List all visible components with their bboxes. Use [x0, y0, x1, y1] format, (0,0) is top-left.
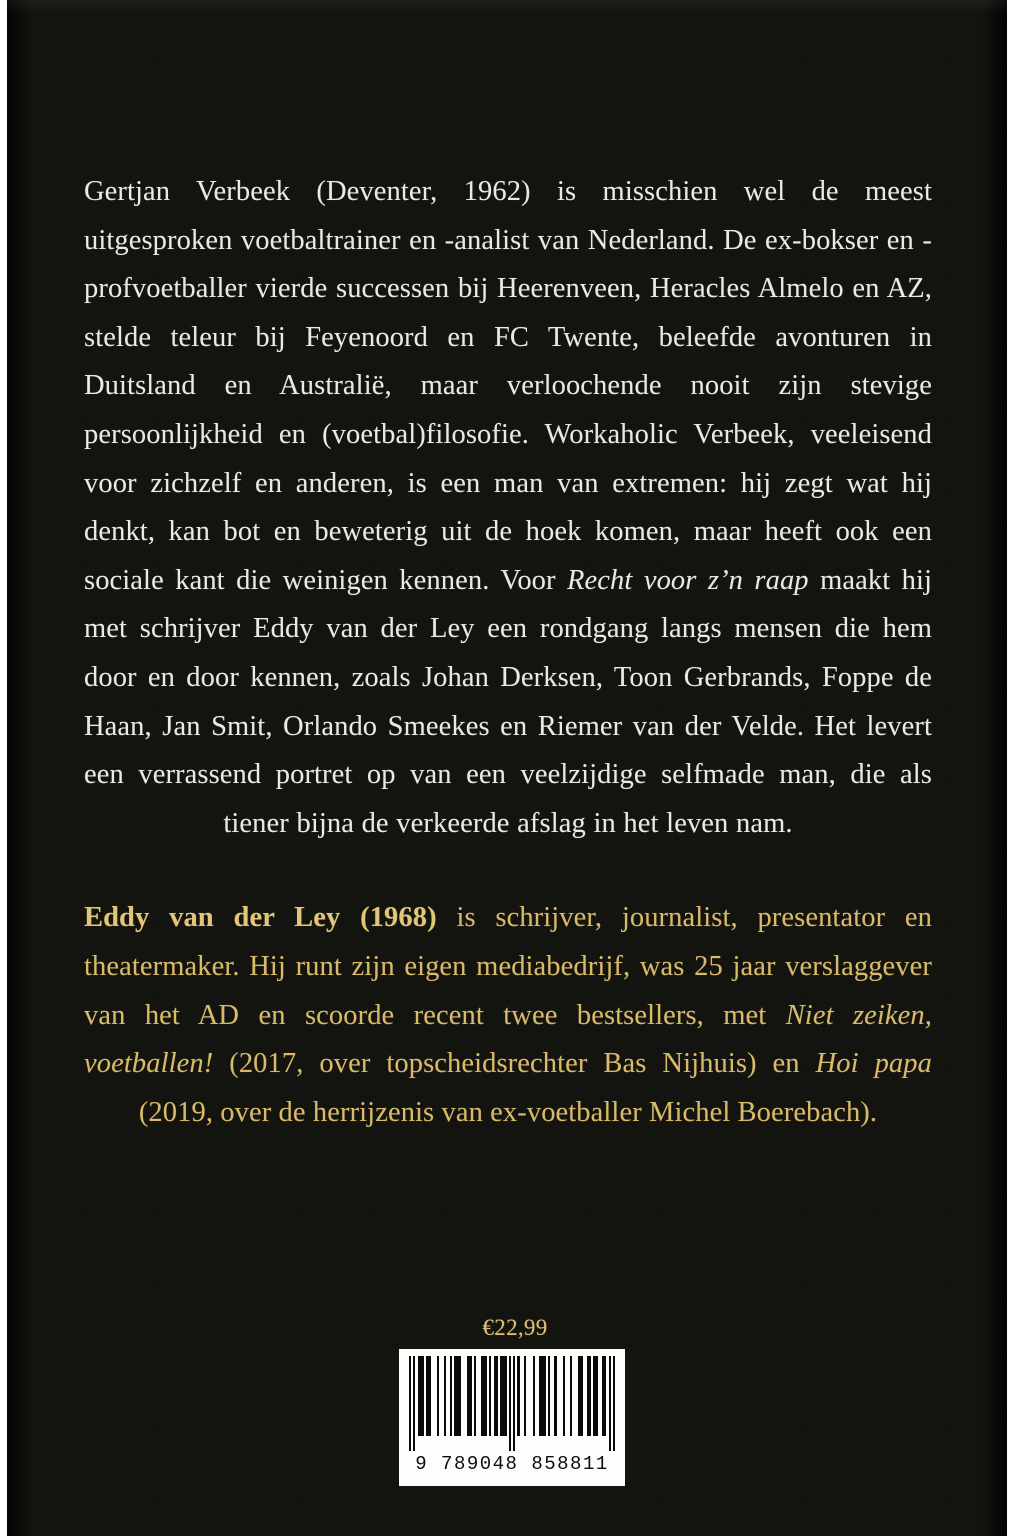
author-bio-part-2: (2017, over topscheidsrechter Bas Nijhuis) en: [213, 1048, 816, 1080]
blurb-text-part-1: Gertjan Verbeek (Deventer, 1962) is misschien wel de meest uitgesproken voetbaltrainer en -analist van Nederland. De ex-bokser en -profvoetballer vierde successen bij Heerenveen, Heracles Almelo en AZ, stelde teleur bij Feyenoord en FC Twente, beleefde avonturen in Duitsland en Australië, maar verloochende nooit zijn stevige persoonlijkheid en (voetbal)filosofie. Workaholic Verbeek, veeleisend voor zichzelf en anderen, is een man van extremen: hij zegt wat hij denkt, kan bot en beweterig uit de hoek komen, maar heeft ook een sociale kant die weinigen kennen. Voor: [84, 176, 932, 596]
author-name-bold: Eddy van der Ley (1968): [84, 902, 437, 934]
barcode-bars: [409, 1356, 615, 1451]
page-edge-left-shadow: [7, 0, 33, 1536]
back-cover-text-column: [84, 168, 932, 1137]
blurb-text-part-2: maakt hij met schrijver Eddy van der Ley een rondgang langs mensen die hem door en door kennen, zoals Johan Derksen, Toon Gerbrands, Foppe de Haan, Jan Smit, Orlando Smeekes en Riemer van der Velde. Het levert een verrassend portret op van een veelzijdige selfmade man, die als tiener bijna de verkeerde afslag in het leven nam.: [84, 564, 933, 839]
price-and-barcode-block: [0, 1316, 1024, 1486]
blurb-book-title-italic: Recht voor z’n raap: [567, 564, 809, 596]
ean13-barcode: [399, 1349, 625, 1486]
book-blurb-paragraph: [84, 168, 932, 848]
author-bio-part-3: (2019, over de herrijzenis van ex-voetballer Michel Boerebach).: [138, 1096, 878, 1128]
author-bio-part-1: is schrijver, journalist, presentator en theatermaker. Hij runt zijn eigen mediabedrijf, was 25 jaar verslaggever van het AD en scoorde recent twee bestsellers, met: [84, 902, 932, 1031]
cover-top-sheen: [7, 0, 1007, 14]
barcode-digits: 9 789048 858811: [415, 1453, 609, 1475]
author-book-title-2-italic: Hoi papa: [815, 1048, 932, 1080]
page-edge-right: [1007, 0, 1024, 1536]
author-book-title-1-italic: Niet zeiken, voetballen!: [84, 999, 932, 1080]
page-edge-left: [0, 0, 7, 1536]
page-edge-right-shadow: [981, 0, 1007, 1536]
author-bio-paragraph: [84, 894, 932, 1137]
price-label: €22,99: [482, 1315, 548, 1340]
